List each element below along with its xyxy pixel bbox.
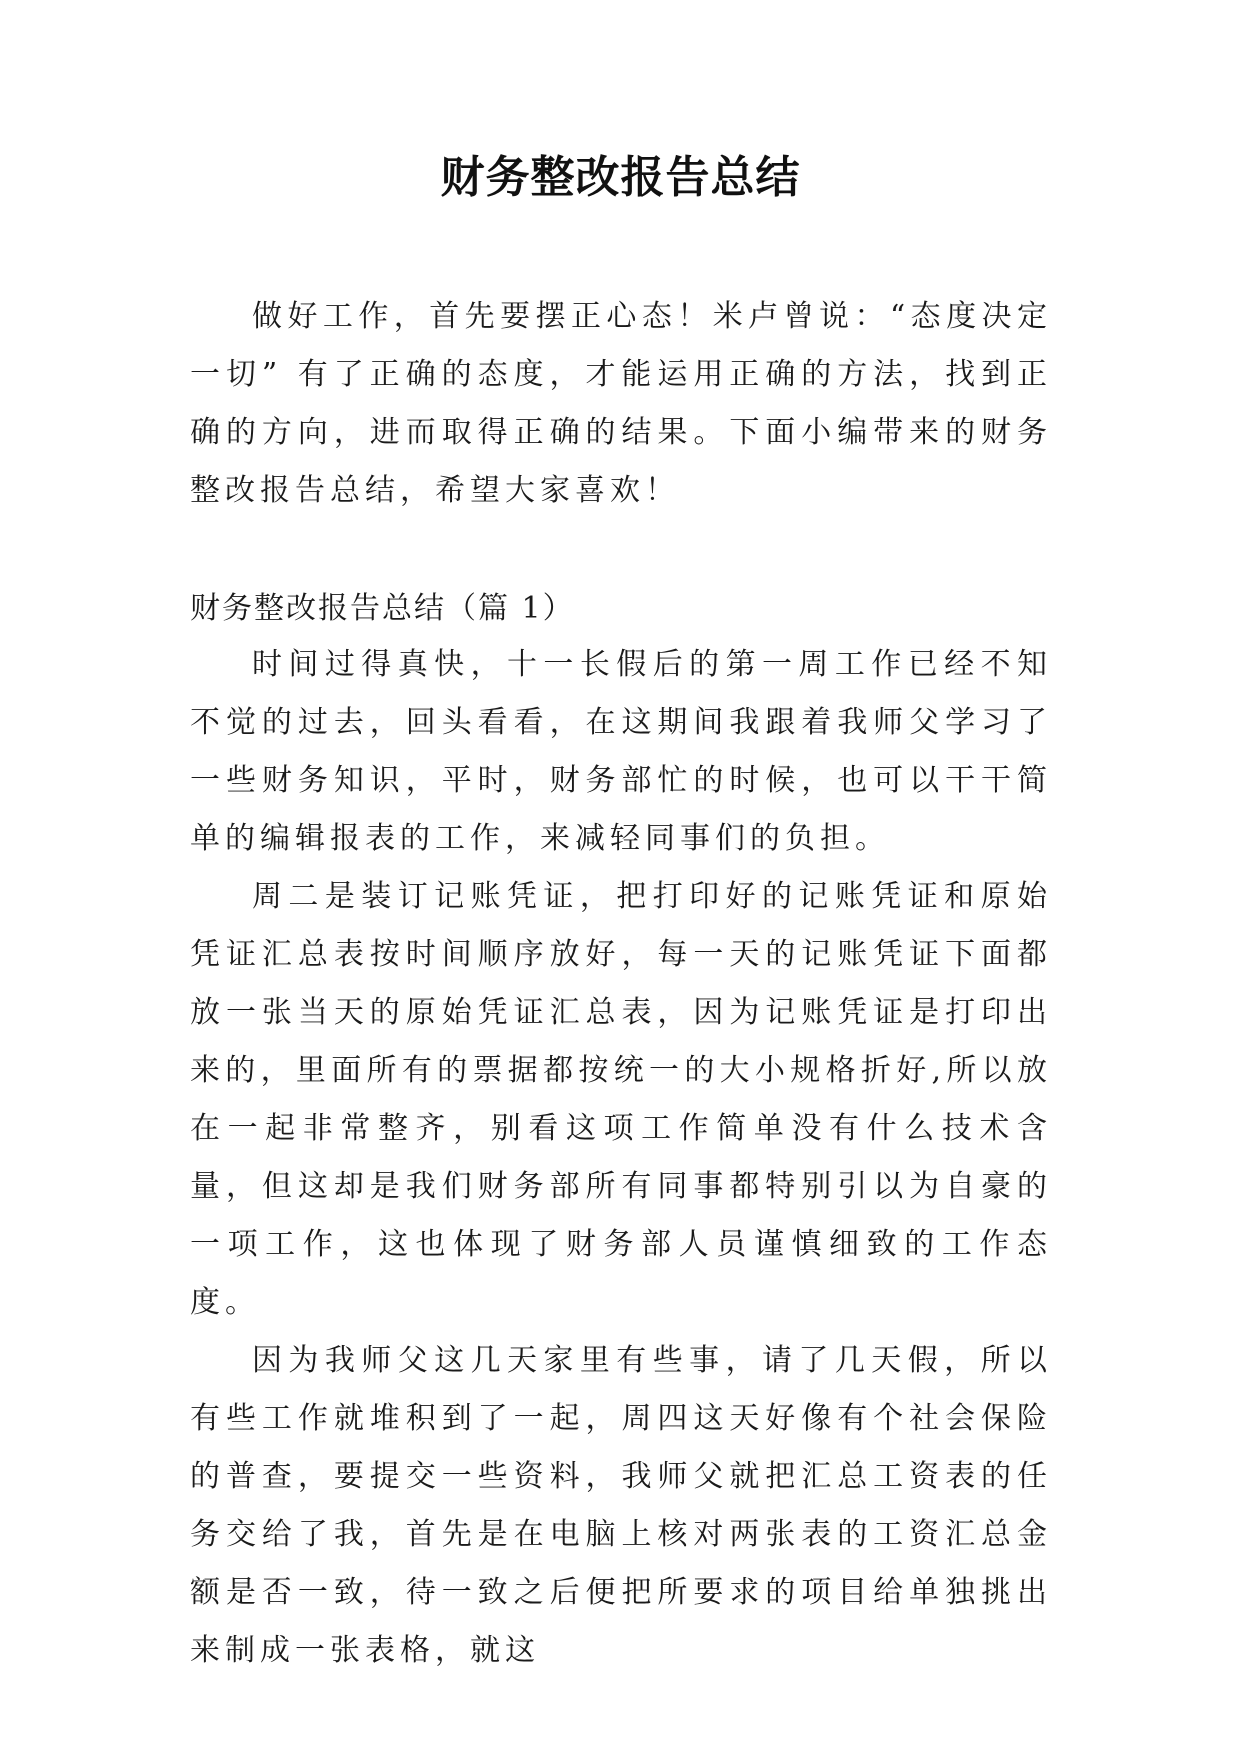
body-paragraph: 周二是装订记账凭证，把打印好的记账凭证和原始凭证汇总表按时间顺序放好，每一天的记账凭证下面都放一张当天的原始凭证汇总表，因为记账凭证是打印出来的，里面所有的票据都按统一的大小规格折好,所以放在一起非常整齐，别看这项工作简单没有什么技术含量，但这却是我们财务部所有同事都特别引以为自豪的一项工作，这也体现了财务部人员谨慎细致的工作态度。 [190, 879, 1052, 1320]
section-body [190, 636, 1052, 1680]
section-heading: 财务整改报告总结（篇 1） [190, 591, 575, 626]
intro-paragraph: 做好工作，首先要摆正心态！米卢曾说：“态度决定一切” 有了正确的态度，才能运用正确的方法，找到正确的方向，进而取得正确的结果。下面小编带来的财务整改报告总结，希望大家喜欢！ [190, 299, 1052, 508]
body-paragraph: 因为我师父这几天家里有些事，请了几天假，所以有些工作就堆积到了一起，周四这天好像有个社会保险的普查，要提交一些资料，我师父就把汇总工资表的任务交给了我，首先是在电脑上核对两张表的工资汇总金额是否一致，待一致之后便把所要求的项目给单独挑出来制成一张表格，就这 [190, 1343, 1052, 1668]
intro-block [190, 288, 1052, 520]
body-paragraph: 时间过得真快，十一长假后的第一周工作已经不知不觉的过去，回头看看，在这期间我跟着我师父学习了一些财务知识，平时，财务部忙的时候，也可以干干简单的编辑报表的工作，来减轻同事们的负担。 [190, 647, 1052, 856]
document-title: 财务整改报告总结 [440, 152, 801, 203]
